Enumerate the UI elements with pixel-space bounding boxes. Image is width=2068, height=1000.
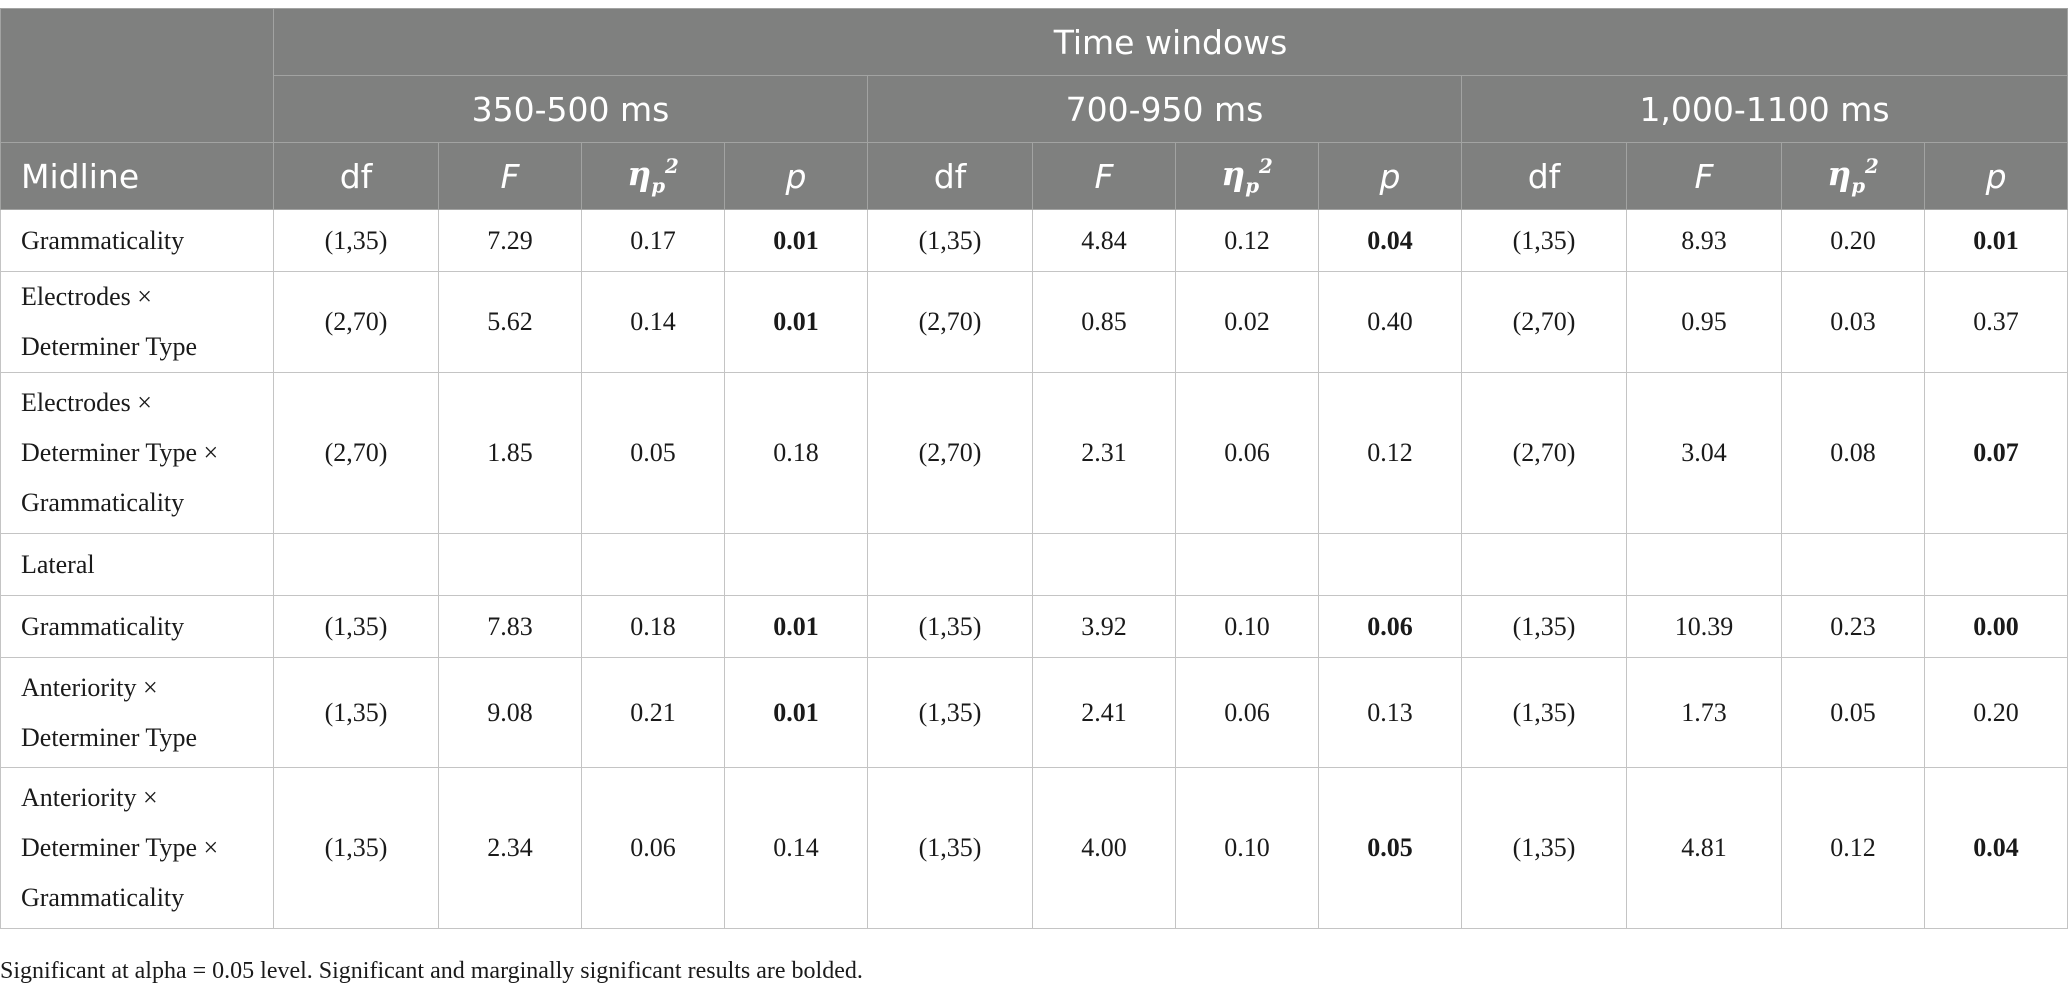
col-header-f: F — [439, 143, 582, 210]
cell-p: 0.40 — [1319, 272, 1462, 373]
cell-f: 4.84 — [1033, 210, 1176, 272]
row-label — [1, 768, 274, 929]
cell-eta: 0.06 — [582, 768, 725, 929]
cell-eta: 0.21 — [582, 658, 725, 768]
eta-superscript: 2 — [1259, 154, 1273, 179]
row-label-line: Grammaticality — [21, 883, 185, 912]
cell-p: 0.06 — [1319, 596, 1462, 658]
stats-table — [0, 8, 2068, 929]
row-label: Grammaticality — [1, 210, 274, 272]
eta-symbol: η — [1221, 154, 1246, 194]
cell-p: 0.12 — [1319, 373, 1462, 534]
cell-eta: 0.05 — [1782, 658, 1925, 768]
cell-eta: 0.23 — [1782, 596, 1925, 658]
cell-f: 9.08 — [439, 658, 582, 768]
cell-f: 1.73 — [1627, 658, 1782, 768]
time-windows-header: Time windows — [274, 9, 2068, 76]
window-header-1: 350-500 ms — [274, 76, 868, 143]
row-label-line: Anteriority × — [21, 672, 158, 702]
cell-eta: 0.08 — [1782, 373, 1925, 534]
cell-df — [868, 534, 1033, 596]
table-row — [1, 768, 2068, 929]
table-row — [1, 658, 2068, 768]
col-header-p: p — [1925, 143, 2068, 210]
row-label-line: Determiner Type — [21, 722, 198, 752]
section-row — [1, 534, 2068, 596]
col-header-f: F — [1033, 143, 1176, 210]
cell-f — [1033, 534, 1176, 596]
cell-f: 4.00 — [1033, 768, 1176, 929]
cell-df: (2,70) — [1462, 373, 1627, 534]
cell-eta: 0.10 — [1176, 768, 1319, 929]
cell-f: 2.41 — [1033, 658, 1176, 768]
cell-df: (1,35) — [1462, 210, 1627, 272]
cell-p: 0.01 — [725, 596, 868, 658]
header-row-group — [1, 9, 2068, 76]
cell-p: 0.01 — [725, 658, 868, 768]
cell-eta: 0.18 — [582, 596, 725, 658]
row-label-line: Anteriority × — [21, 783, 158, 812]
cell-eta: 0.20 — [1782, 210, 1925, 272]
cell-p: 0.01 — [1925, 210, 2068, 272]
cell-f: 3.92 — [1033, 596, 1176, 658]
row-label-line: Electrodes × — [21, 388, 152, 417]
cell-eta — [1176, 534, 1319, 596]
table-row — [1, 596, 2068, 658]
cell-f: 7.29 — [439, 210, 582, 272]
cell-df — [1462, 534, 1627, 596]
cell-p: 0.20 — [1925, 658, 2068, 768]
row-label-line: Electrodes × — [21, 282, 152, 311]
cell-df: (1,35) — [274, 658, 439, 768]
midline-header: Midline — [1, 143, 274, 210]
header-corner — [1, 9, 274, 143]
col-header-eta — [1782, 143, 1925, 210]
cell-df: (1,35) — [868, 658, 1033, 768]
cell-p: 0.14 — [725, 768, 868, 929]
row-label-line: Determiner Type — [21, 332, 198, 361]
cell-df: (2,70) — [274, 272, 439, 373]
cell-eta: 0.17 — [582, 210, 725, 272]
cell-f: 0.95 — [1627, 272, 1782, 373]
header-row-windows — [1, 76, 2068, 143]
window-header-2: 700-950 ms — [868, 76, 1462, 143]
row-label-line: Determiner Type × — [21, 438, 219, 467]
eta-superscript: 2 — [1865, 154, 1879, 179]
cell-p — [1319, 534, 1462, 596]
row-label: Lateral — [1, 534, 274, 596]
cell-p — [725, 534, 868, 596]
window-header-3: 1,000-1100 ms — [1462, 76, 2068, 143]
cell-p — [1925, 534, 2068, 596]
cell-eta: 0.05 — [582, 373, 725, 534]
cell-p: 0.05 — [1319, 768, 1462, 929]
cell-df: (2,70) — [274, 373, 439, 534]
col-header-f: F — [1627, 143, 1782, 210]
header-row-columns — [1, 143, 2068, 210]
cell-f: 2.34 — [439, 768, 582, 929]
col-header-eta — [1176, 143, 1319, 210]
cell-f: 0.85 — [1033, 272, 1176, 373]
cell-eta: 0.12 — [1176, 210, 1319, 272]
cell-p: 0.01 — [725, 272, 868, 373]
col-header-df: df — [1462, 143, 1627, 210]
cell-f: 2.31 — [1033, 373, 1176, 534]
col-header-df: df — [274, 143, 439, 210]
row-label — [1, 658, 274, 768]
eta-subscript: p — [1245, 173, 1260, 198]
eta-subscript: p — [1851, 173, 1866, 198]
col-header-df: df — [868, 143, 1033, 210]
cell-eta: 0.02 — [1176, 272, 1319, 373]
cell-df: (1,35) — [274, 210, 439, 272]
cell-eta: 0.03 — [1782, 272, 1925, 373]
cell-p: 0.04 — [1319, 210, 1462, 272]
cell-p: 0.18 — [725, 373, 868, 534]
cell-df: (1,35) — [868, 596, 1033, 658]
table-footnote: Significant at alpha = 0.05 level. Significant and marginally significant results are bolded. — [0, 958, 863, 984]
table-row — [1, 373, 2068, 534]
cell-eta: 0.06 — [1176, 658, 1319, 768]
col-header-p: p — [1319, 143, 1462, 210]
cell-p: 0.13 — [1319, 658, 1462, 768]
cell-eta: 0.12 — [1782, 768, 1925, 929]
table-body — [1, 210, 2068, 929]
cell-eta: 0.14 — [582, 272, 725, 373]
row-label — [1, 373, 274, 534]
cell-df: (1,35) — [1462, 596, 1627, 658]
cell-f: 4.81 — [1627, 768, 1782, 929]
cell-p: 0.37 — [1925, 272, 2068, 373]
row-label — [1, 272, 274, 373]
cell-eta — [1782, 534, 1925, 596]
cell-df: (2,70) — [868, 272, 1033, 373]
cell-df: (1,35) — [274, 596, 439, 658]
cell-f: 5.62 — [439, 272, 582, 373]
cell-p: 0.01 — [725, 210, 868, 272]
cell-f — [1627, 534, 1782, 596]
eta-subscript: p — [651, 173, 666, 198]
eta-symbol: η — [1827, 154, 1852, 194]
eta-superscript: 2 — [665, 154, 679, 179]
cell-df — [274, 534, 439, 596]
cell-df: (1,35) — [868, 210, 1033, 272]
cell-f: 10.39 — [1627, 596, 1782, 658]
cell-p: 0.04 — [1925, 768, 2068, 929]
col-header-p: p — [725, 143, 868, 210]
cell-p: 0.00 — [1925, 596, 2068, 658]
cell-eta — [582, 534, 725, 596]
cell-f: 7.83 — [439, 596, 582, 658]
row-label-line: Determiner Type × — [21, 833, 219, 862]
cell-f: 1.85 — [439, 373, 582, 534]
cell-p: 0.07 — [1925, 373, 2068, 534]
cell-df: (1,35) — [1462, 658, 1627, 768]
cell-df: (1,35) — [868, 768, 1033, 929]
col-header-eta — [582, 143, 725, 210]
row-label-line: Grammaticality — [21, 488, 185, 517]
cell-f: 3.04 — [1627, 373, 1782, 534]
table-row — [1, 272, 2068, 373]
cell-f: 8.93 — [1627, 210, 1782, 272]
row-label: Grammaticality — [1, 596, 274, 658]
cell-df: (2,70) — [868, 373, 1033, 534]
cell-eta: 0.10 — [1176, 596, 1319, 658]
eta-symbol: η — [627, 154, 652, 194]
cell-df: (1,35) — [274, 768, 439, 929]
table-row — [1, 210, 2068, 272]
cell-df: (1,35) — [1462, 768, 1627, 929]
cell-f — [439, 534, 582, 596]
cell-df: (2,70) — [1462, 272, 1627, 373]
cell-eta: 0.06 — [1176, 373, 1319, 534]
